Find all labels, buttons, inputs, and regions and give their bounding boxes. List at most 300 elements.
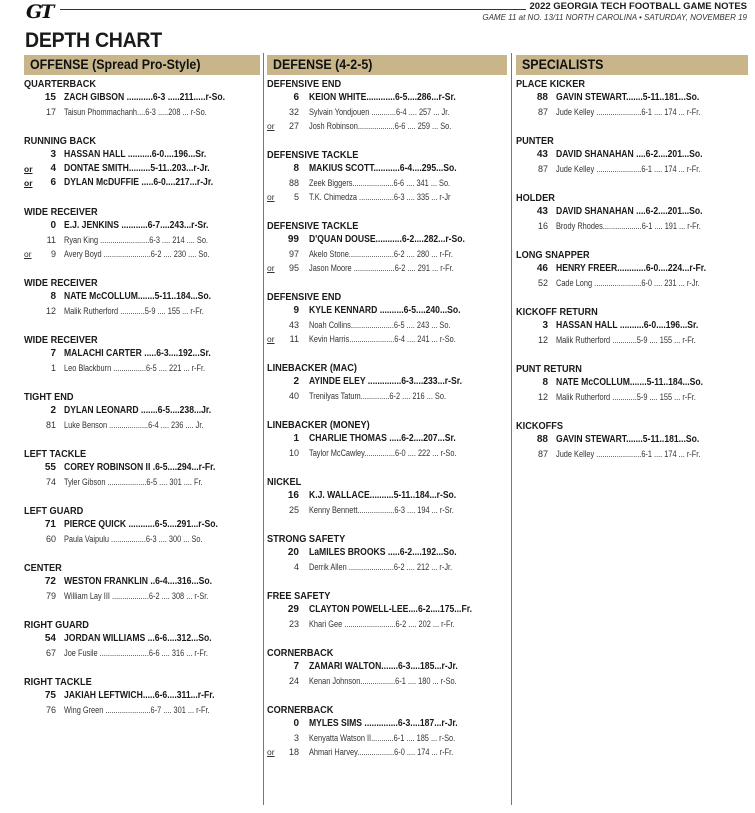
position-group (267, 591, 507, 631)
position-label (267, 221, 507, 233)
jersey-number: 99 (287, 234, 299, 245)
jersey-number: 0 (293, 718, 299, 729)
player-info: Joe Fusile ........................6-6 .... 316 ... r-Fr. (64, 648, 208, 658)
position-label-text: STRONG SAFETY (267, 534, 346, 545)
jersey-number: 55 (44, 462, 56, 473)
jersey-number: 27 (288, 121, 299, 131)
position-label (267, 150, 507, 162)
position-label (267, 420, 507, 432)
jersey-number: 40 (288, 391, 299, 401)
player-row (516, 162, 748, 176)
player-row (24, 247, 260, 261)
jersey-number: 43 (536, 206, 548, 217)
position-label-text: LINEBACKER (MONEY) (267, 420, 370, 431)
player-info: William Lay III ..................6-2 .... 308 ... r-Sr. (64, 591, 209, 601)
position-label (516, 307, 748, 319)
player-info: ZACH GIBSON ...........6-3 .....211.....r-So. (64, 92, 226, 103)
player-row (267, 717, 507, 731)
player-row (24, 233, 260, 247)
player-row (267, 233, 507, 247)
player-row (516, 262, 748, 276)
position-group (24, 278, 260, 318)
player-row (267, 375, 507, 389)
position-label (24, 335, 260, 347)
player-info: D'QUAN DOUSE...........6-2....282...r-So. (309, 234, 465, 245)
player-info: Kenan Johnson.................6-1 .... 180 ... r-So. (309, 676, 457, 686)
header-rule (60, 9, 526, 10)
player-info: Jude Kelley ......................6-1 .... 174 ... r-Fr. (556, 449, 701, 459)
player-info: GAVIN STEWART.......5-11..181...So. (556, 434, 700, 445)
position-label (516, 250, 748, 262)
defense-groups (267, 79, 507, 759)
position-group (516, 136, 748, 176)
jersey-number: 32 (288, 107, 299, 117)
position-label (267, 477, 507, 489)
player-info: CHARLIE THOMAS .....6-2....207...Sr. (309, 433, 456, 444)
player-row (24, 347, 260, 361)
jersey-number: 75 (44, 690, 56, 701)
player-row (24, 646, 260, 660)
player-row (24, 148, 260, 162)
position-group (267, 221, 507, 275)
jersey-number: 72 (44, 576, 56, 587)
player-info: Ryan King ........................6-3 .... 214 .... So. (64, 235, 208, 245)
jersey-number: 6 (50, 177, 56, 188)
player-row (516, 319, 748, 333)
jersey-number: 11 (46, 235, 56, 245)
player-info: Luke Benson ...................6-4 .... 236 .... Jr. (64, 420, 204, 430)
position-label (24, 620, 260, 632)
jersey-number: 16 (287, 490, 299, 501)
position-label-text: RUNNING BACK (24, 136, 97, 147)
player-info: Jude Kelley ......................6-1 .... 174 ... r-Fr. (556, 164, 701, 174)
position-label-text: RIGHT GUARD (24, 620, 89, 631)
player-row (516, 205, 748, 219)
player-info: HASSAN HALL ..........6-0....196...Sr. (64, 149, 207, 160)
jersey-number: 87 (537, 164, 548, 174)
position-label-text: DEFENSIVE TACKLE (267, 150, 359, 161)
player-row (267, 162, 507, 176)
player-row (24, 418, 260, 432)
gt-logo: GT (26, 1, 53, 23)
jersey-number: 9 (50, 249, 56, 259)
player-row (24, 105, 260, 119)
player-info: DYLAN McDUFFIE .....6-0....217...r-Jr. (64, 177, 214, 188)
player-row (516, 105, 748, 119)
player-row (516, 376, 748, 390)
player-row (24, 689, 260, 703)
page-title: DEPTH CHART (25, 29, 162, 52)
player-row (24, 518, 260, 532)
player-info: DYLAN LEONARD .......6-5....238...Jr. (64, 405, 212, 416)
jersey-number: 12 (537, 392, 548, 402)
player-row (267, 389, 507, 403)
player-info: Akelo Stone......................6-2 .... 280 ... r-Fr. (309, 249, 453, 259)
player-info: JAKIAH LEFTWICH.....6-6....311...r-Fr. (64, 690, 215, 701)
position-label (24, 392, 260, 404)
player-row (516, 148, 748, 162)
player-row (267, 119, 507, 133)
position-label (516, 193, 748, 205)
jersey-number: 2 (50, 405, 56, 416)
player-info: KYLE KENNARD ..........6-5....240...So. (309, 305, 461, 316)
player-info: DAVID SHANAHAN ....6-2....201...So. (556, 149, 703, 160)
position-group (267, 292, 507, 346)
position-group (24, 506, 260, 546)
player-row (24, 404, 260, 418)
page-header (0, 0, 755, 28)
player-row (267, 247, 507, 261)
jersey-number: 3 (542, 320, 548, 331)
player-row (267, 446, 507, 460)
player-row (267, 603, 507, 617)
player-info: ZAMARI WALTON.......6-3....185...r-Jr. (309, 661, 458, 672)
or-marker: or (267, 121, 275, 131)
position-group (24, 620, 260, 660)
player-info: Malik Rutherford ............5-9 .... 155 ... r-Fr. (64, 306, 204, 316)
player-info: Paula Vaipulu .................6-3 .... 300 ... So. (64, 534, 203, 544)
player-row (24, 361, 260, 375)
position-label-text: KICKOFF RETURN (516, 307, 598, 318)
position-label-text: PUNT RETURN (516, 364, 582, 375)
player-row (516, 433, 748, 447)
player-info: Cade Long .......................6-0 .... 231 ... r-Jr. (556, 278, 700, 288)
position-label-text: WIDE RECEIVER (24, 278, 98, 289)
position-label (516, 136, 748, 148)
position-label (267, 79, 507, 91)
position-label-text: WIDE RECEIVER (24, 335, 98, 346)
player-info: DONTAE SMITH.........5-11..203...r-Jr. (64, 163, 210, 174)
jersey-number: 43 (536, 149, 548, 160)
player-info: Kevin Harris......................6-4 .... 241 ... r-So. (309, 334, 456, 344)
player-row (267, 617, 507, 631)
offense-groups (24, 79, 260, 717)
player-info: PIERCE QUICK ...........6-5....291...r-So. (64, 519, 218, 530)
player-info: Jude Kelley ......................6-1 .... 174 ... r-Fr. (556, 107, 701, 117)
position-group (24, 207, 260, 261)
jersey-number: 8 (50, 291, 56, 302)
position-label (516, 79, 748, 91)
player-row (267, 318, 507, 332)
specialists-title: SPECIALISTS (522, 57, 604, 72)
position-label-text: KICKOFFS (516, 421, 564, 432)
offense-header (24, 55, 260, 75)
position-group (267, 705, 507, 759)
jersey-number: 17 (45, 107, 56, 117)
or-marker: or (267, 334, 275, 344)
jersey-number: 76 (45, 705, 56, 715)
jersey-number: 97 (288, 249, 299, 259)
jersey-number: 43 (288, 320, 299, 330)
player-info: Sylvain Yondjouen ............6-4 .... 257 ... Jr. (309, 107, 450, 117)
position-label-text: DEFENSIVE TACKLE (267, 221, 359, 232)
player-info: Kenyatta Watson II...........6-1 .... 185 ... r-So. (309, 733, 456, 743)
jersey-number: 52 (537, 278, 548, 288)
specialists-column (516, 55, 748, 478)
position-group (24, 449, 260, 489)
player-row (267, 546, 507, 560)
player-row (267, 261, 507, 275)
position-label-text: DEFENSIVE END (267, 79, 342, 90)
player-row (267, 560, 507, 574)
or-marker: or (24, 178, 33, 188)
defense-header (267, 55, 507, 75)
jersey-number: 54 (44, 633, 56, 644)
player-info: K.J. WALLACE..........5-11..184...r-So. (309, 490, 457, 501)
player-row (24, 703, 260, 717)
column-divider (511, 53, 512, 805)
position-label-text: PLACE KICKER (516, 79, 586, 90)
player-info: Zeek Biggers....................6-6 .... 341 ... So. (309, 178, 451, 188)
jersey-number: 12 (45, 306, 56, 316)
jersey-number: 8 (293, 163, 299, 174)
player-info: Jason Moore ....................6-2 .... 291 ... r-Fr. (309, 263, 454, 273)
position-group (516, 307, 748, 347)
player-row (24, 91, 260, 105)
jersey-number: 87 (537, 107, 548, 117)
position-label-text: LONG SNAPPER (516, 250, 590, 261)
position-label-text: NICKEL (267, 477, 302, 488)
jersey-number: 23 (288, 619, 299, 629)
game-notes-title: 2022 GEORGIA TECH FOOTBALL GAME NOTES (529, 1, 747, 12)
position-group (24, 136, 260, 190)
player-row (267, 105, 507, 119)
player-info: Ahmari Harvey..................6-0 .... 174 ... r-Fr. (309, 747, 454, 757)
jersey-number: 8 (542, 377, 548, 388)
position-label (516, 364, 748, 376)
player-row (267, 190, 507, 204)
or-marker: or (24, 249, 32, 259)
jersey-number: 3 (50, 149, 56, 160)
position-label (267, 363, 507, 375)
or-marker: or (267, 747, 275, 757)
jersey-number: 71 (44, 519, 56, 530)
player-info: DAVID SHANAHAN ....6-2....201...So. (556, 206, 703, 217)
player-info: NATE McCOLLUM.......5-11..184...So. (556, 377, 704, 388)
position-label-text: CORNERBACK (267, 648, 334, 659)
position-label-text: WIDE RECEIVER (24, 207, 98, 218)
jersey-number: 3 (293, 733, 299, 743)
position-label-text: RIGHT TACKLE (24, 677, 92, 688)
player-row (516, 333, 748, 347)
player-info: Josh Robinson..................6-6 .... 259 ... So. (309, 121, 452, 131)
position-group (516, 79, 748, 119)
jersey-number: 5 (293, 192, 299, 202)
player-row (516, 91, 748, 105)
position-group (516, 250, 748, 290)
player-info: LaMILES BROOKS .....6-2....192...So. (309, 547, 457, 558)
jersey-number: 2 (293, 376, 299, 387)
player-info: Noah Collins.....................6-5 .... 243 ... So. (309, 320, 451, 330)
position-label-text: LINEBACKER (MAC) (267, 363, 357, 374)
jersey-number: 74 (45, 477, 56, 487)
position-group (267, 150, 507, 204)
player-row (267, 503, 507, 517)
player-row (24, 461, 260, 475)
player-info: KEION WHITE............6-5....286...r-Sr. (309, 92, 456, 103)
jersey-number: 24 (288, 676, 299, 686)
player-row (267, 660, 507, 674)
position-group (267, 79, 507, 133)
player-row (267, 304, 507, 318)
position-label-text: DEFENSIVE END (267, 292, 342, 303)
position-label (516, 421, 748, 433)
player-row (24, 589, 260, 603)
position-label-text: TIGHT END (24, 392, 74, 403)
jersey-number: 12 (537, 335, 548, 345)
position-label-text: FREE SAFETY (267, 591, 331, 602)
position-group (267, 477, 507, 517)
jersey-number: 81 (45, 420, 56, 430)
jersey-number: 18 (288, 747, 299, 757)
jersey-number: 60 (45, 534, 56, 544)
jersey-number: 0 (50, 220, 56, 231)
position-label-text: QUARTERBACK (24, 79, 97, 90)
position-label (267, 648, 507, 660)
player-info: Tyler Gibson ...................6-5 .... 301 .... Fr. (64, 477, 203, 487)
position-group (516, 421, 748, 461)
jersey-number: 1 (293, 433, 299, 444)
player-row (24, 219, 260, 233)
position-label (267, 705, 507, 717)
player-info: GAVIN STEWART.......5-11..181...So. (556, 92, 700, 103)
offense-column (24, 55, 260, 734)
jersey-number: 7 (293, 661, 299, 672)
jersey-number: 46 (536, 263, 548, 274)
player-info: Malik Rutherford ............5-9 .... 155 ... r-Fr. (556, 335, 696, 345)
column-divider (263, 53, 264, 805)
position-group (267, 420, 507, 460)
player-row (24, 632, 260, 646)
position-label (24, 278, 260, 290)
jersey-number: 88 (288, 178, 299, 188)
position-label (24, 449, 260, 461)
position-label (24, 79, 260, 91)
player-row (24, 532, 260, 546)
position-group (24, 563, 260, 603)
jersey-number: 87 (537, 449, 548, 459)
player-info: Trenilyas Tatum..............6-2 .... 216 ... So. (309, 391, 447, 401)
player-info: Leo Blackburn ................6-5 .... 221 ... r-Fr. (64, 363, 206, 373)
player-info: Derrik Allen ......................6-2 .... 212 ... r-Jr. (309, 562, 453, 572)
player-row (267, 489, 507, 503)
player-row (516, 447, 748, 461)
player-info: HASSAN HALL ..........6-0....196...Sr. (556, 320, 699, 331)
player-info: Taisun Phommachanh....6-3 .....208 ... r-So. (64, 107, 207, 117)
jersey-number: 20 (287, 547, 299, 558)
position-group (267, 648, 507, 688)
offense-title: OFFENSE (Spread Pro-Style) (30, 57, 201, 72)
player-info: Malik Rutherford ............5-9 .... 155 ... r-Fr. (556, 392, 696, 402)
player-info: MAKIUS SCOTT...........6-4....295...So. (309, 163, 457, 174)
or-marker: or (267, 192, 275, 202)
player-info: Khari Gee .........................6-2 .... 202 ... r-Fr. (309, 619, 455, 629)
jersey-number: 1 (50, 363, 56, 373)
player-info: JORDAN WILLIAMS ...6-6....312...So. (64, 633, 212, 644)
player-row (516, 276, 748, 290)
player-info: Kenny Bennett..................6-3 .... 194 ... r-Sr. (309, 505, 454, 515)
player-info: Taylor McCawley...............6-0 .... 222 ... r-So. (309, 448, 457, 458)
player-info: WESTON FRANKLIN ..6-4....316...So. (64, 576, 212, 587)
or-marker: or (267, 263, 275, 273)
position-label-text: CENTER (24, 563, 62, 574)
jersey-number: 29 (287, 604, 299, 615)
player-info: MYLES SIMS ..............6-3....187...r-Jr. (309, 718, 458, 729)
player-row (267, 332, 507, 346)
jersey-number: 88 (536, 92, 548, 103)
position-label-text: HOLDER (516, 193, 555, 204)
defense-column (267, 55, 507, 776)
player-row (24, 176, 260, 190)
player-row (24, 475, 260, 489)
position-label-text: LEFT GUARD (24, 506, 84, 517)
jersey-number: 25 (288, 505, 299, 515)
position-label (24, 207, 260, 219)
position-label (267, 534, 507, 546)
position-group (24, 392, 260, 432)
position-group (24, 677, 260, 717)
defense-title: DEFENSE (4-2-5) (273, 57, 373, 72)
player-row (267, 176, 507, 190)
position-label-text: CORNERBACK (267, 705, 334, 716)
specialists-groups (516, 79, 748, 461)
player-info: E.J. JENKINS ...........6-7....243...r-Sr. (64, 220, 209, 231)
jersey-number: 4 (293, 562, 299, 572)
player-row (267, 731, 507, 745)
player-info: HENRY FREER............6-0....224...r-Fr. (556, 263, 707, 274)
jersey-number: 11 (289, 334, 299, 344)
jersey-number: 15 (44, 92, 56, 103)
jersey-number: 7 (50, 348, 56, 359)
player-info: Avery Boyd .......................6-2 .... 230 .... So. (64, 249, 210, 259)
position-label (24, 136, 260, 148)
position-label (267, 591, 507, 603)
position-group (24, 335, 260, 375)
player-row (267, 745, 507, 759)
jersey-number: 10 (288, 448, 299, 458)
position-label-text: PUNTER (516, 136, 554, 147)
player-info: Brody Rhodes...................6-1 .... 191 ... r-Fr. (556, 221, 701, 231)
jersey-number: 6 (293, 92, 299, 103)
player-row (24, 575, 260, 589)
position-label (267, 292, 507, 304)
position-label (24, 563, 260, 575)
jersey-number: 88 (536, 434, 548, 445)
jersey-number: 79 (45, 591, 56, 601)
player-info: AYINDE ELEY ..............6-3....233...r-Sr. (309, 376, 462, 387)
player-info: MALACHI CARTER .....6-3....192...Sr. (64, 348, 211, 359)
player-info: COREY ROBINSON II .6-5....294...r-Fr. (64, 462, 216, 473)
player-row (267, 432, 507, 446)
position-group (267, 534, 507, 574)
jersey-number: 9 (293, 305, 299, 316)
position-group (24, 79, 260, 119)
player-row (267, 91, 507, 105)
player-row (267, 674, 507, 688)
game-notes-subtitle: GAME 11 at NO. 13/11 NORTH CAROLINA • SATURDAY, NOVEMBER 19 (482, 13, 747, 22)
position-group (516, 364, 748, 404)
player-row (24, 304, 260, 318)
position-label-text: LEFT TACKLE (24, 449, 87, 460)
player-row (516, 390, 748, 404)
player-row (24, 290, 260, 304)
player-info: NATE McCOLLUM.......5-11..184...So. (64, 291, 212, 302)
player-info: T.K. Chimedza .................6-3 .... 335 ... r-Jr (309, 192, 451, 202)
or-marker: or (24, 164, 33, 174)
position-group (267, 363, 507, 403)
jersey-number: 16 (537, 221, 548, 231)
jersey-number: 4 (50, 163, 56, 174)
